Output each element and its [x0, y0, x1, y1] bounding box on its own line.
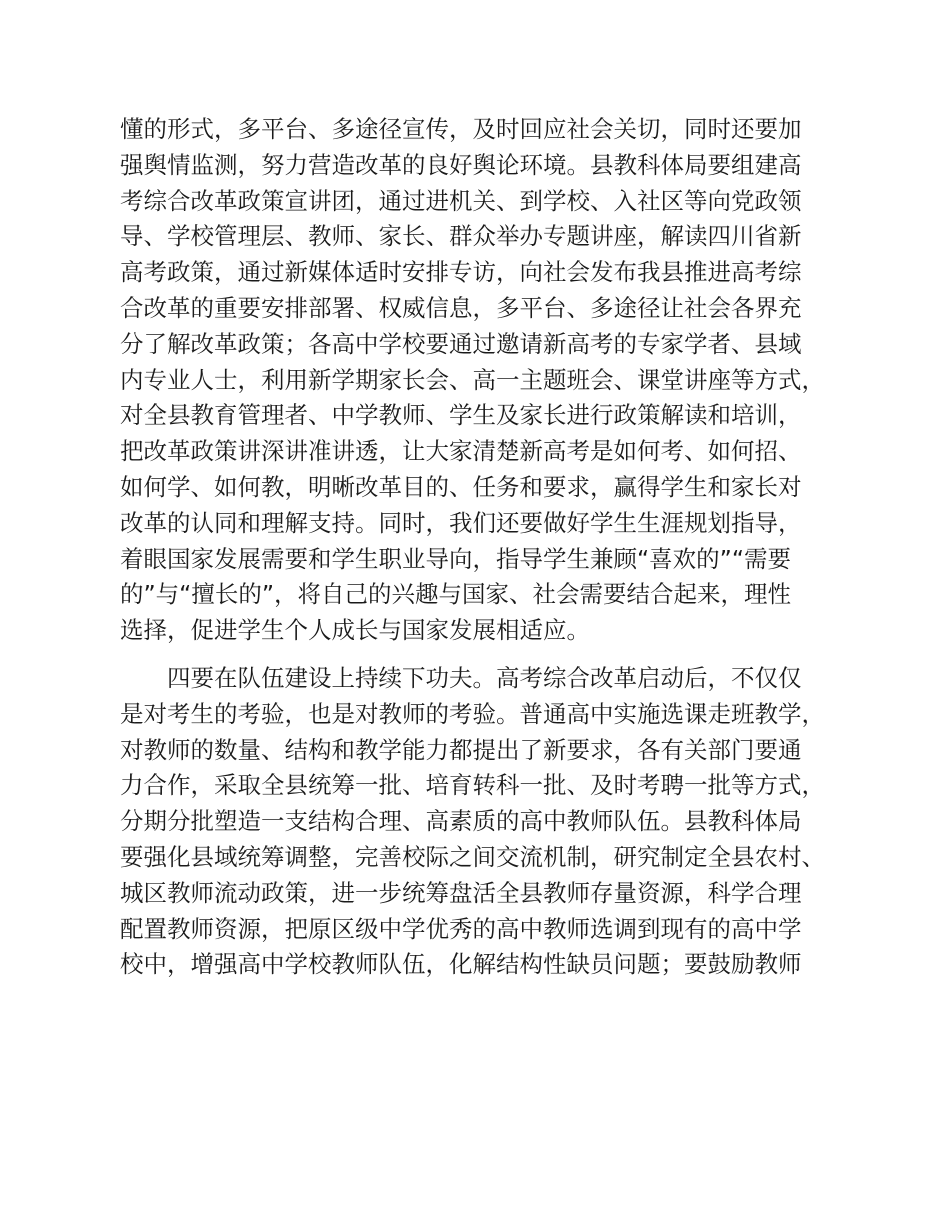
text-line: 高考政策，通过新媒体适时安排专访，向社会发布我县推进高考综	[120, 258, 802, 287]
document-body	[120, 112, 865, 983]
text-line: 着眼国家发展需要和学生职业导向，指导学生兼顾“喜欢的”“需要	[120, 544, 792, 573]
text-line: 校中，增强高中学校教师队伍，化解结构性缺员问题；要鼓励教师	[120, 950, 802, 979]
paragraph-1	[120, 112, 865, 649]
paragraph-spacer	[120, 649, 865, 661]
text-line: 懂的形式，多平台、多途径宣传，及时回应社会关切，同时还要加	[120, 115, 802, 143]
text-line: 对全县教育管理者、中学教师、学生及家长进行政策解读和培训，	[120, 401, 802, 430]
text-line: 导、学校管理层、教师、家长、群众举办专题讲座，解读四川省新	[120, 222, 802, 251]
text-line: 城区教师流动政策，进一步统筹盘活全县教师存量资源，科学合理	[120, 878, 802, 907]
text-line: 对教师的数量、结构和教学能力都提出了新要求，各有关部门要通	[120, 735, 802, 764]
text-line: 把改革政策讲深讲准讲透，让大家清楚新高考是如何考、如何招、	[120, 437, 802, 466]
text-line: 要强化县域统筹调整，完善校际之间交流机制，研究制定全县农村、	[120, 842, 825, 871]
text-line: 内专业人士，利用新学期家长会、高一主题班会、课堂讲座等方式，	[120, 365, 825, 394]
text-line: 分期分批塑造一支结构合理、高素质的高中教师队伍。县教科体局	[120, 807, 802, 836]
text-line: 选择，促进学生个人成长与国家发展相适应。	[120, 616, 590, 645]
text-line: 是对考生的考验，也是对教师的考验。普通高中实施选课走班教学，	[120, 699, 825, 728]
text-line: 力合作，采取全县统筹一批、培育转科一批、及时考聘一批等方式，	[120, 771, 825, 800]
text-line: 配置教师资源，把原区级中学优秀的高中教师选调到现有的高中学	[120, 914, 802, 943]
text-line: 分了解改革政策；各高中学校要通过邀请新高考的专家学者、县域	[120, 329, 802, 358]
text-line: 四要在队伍建设上持续下功夫。高考综合改革启动后，不仅仅	[167, 663, 802, 692]
text-line: 合改革的重要安排部署、权威信息，多平台、多途径让社会各界充	[120, 293, 802, 322]
text-line: 考综合改革政策宣讲团，通过进机关、到学校、入社区等向党政领	[120, 186, 802, 215]
text-line: 如何学、如何教，明晰改革目的、任务和要求，赢得学生和家长对	[120, 472, 802, 501]
paragraph-2	[120, 661, 865, 983]
text-line: 的”与“擅长的”，将自己的兴趣与国家、社会需要结合起来，理性	[120, 580, 792, 609]
text-line: 强舆情监测，努力营造改革的良好舆论环境。县教科体局要组建高	[120, 150, 802, 179]
text-line: 改革的认同和理解支持。同时，我们还要做好学生生涯规划指导，	[120, 508, 802, 537]
